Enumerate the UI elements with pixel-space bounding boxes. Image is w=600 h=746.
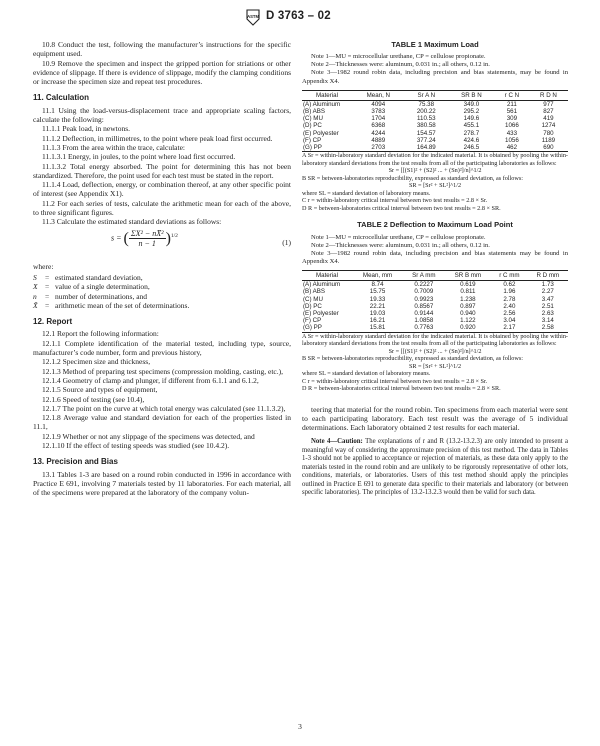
paragraph-13-1-continued: teering that material for the round robin. Ten specimens from each material were sent to each participating laboratory. Each test result was the average of 5 individual determinations. Each laboratory obtained 2 test results for each material.	[302, 404, 568, 433]
value-cell: 977	[543, 100, 554, 108]
value-cell: 2.17	[503, 324, 516, 332]
material-cell: (G) PP	[303, 144, 322, 152]
formula-lhs: s =	[111, 233, 122, 243]
material-cell: (B) ABS	[303, 288, 326, 296]
value-cell: 278.7	[463, 129, 480, 137]
material-cell: (F) CP	[303, 136, 322, 144]
paragraph-11-1-1: 11.1.1 Peak load, in newtons.	[42, 124, 131, 134]
value-cell: 1066	[505, 122, 519, 130]
footnote: D R = between-laboratories critical interval between two test results = 2.8 × SR.	[302, 204, 501, 212]
paragraph-11-1-4: 11.1.4 Load, deflection, energy, or combination thereof, at any other specific point of interest (see Appendix X1).	[33, 180, 291, 199]
column-header: Mean, mm	[362, 271, 393, 279]
table-1-note: Note 3—1982 round robin data, including precision and bias statements, may be found in Appendix X4.	[302, 69, 568, 85]
value-cell: 309	[506, 115, 518, 123]
column-header: SR B mm	[454, 271, 482, 279]
right-column	[302, 40, 568, 497]
where-definitions	[33, 273, 291, 310]
value-cell: 200.22	[416, 108, 436, 116]
svg-text:ASTM: ASTM	[247, 14, 259, 19]
table-row	[302, 108, 568, 115]
paragraph-12-1-4: 12.1.4 Geometry of clamp and plunger, if different from 6.1.1 and 6.1.2,	[42, 375, 259, 385]
paragraph-11-1-3: 11.1.3 From the area within the trace, calculate:	[42, 142, 185, 152]
table-2-note: Note 3—1982 round robin data, including precision and bias statements may be found in Appendix X4.	[302, 249, 568, 265]
value-cell: 149.6	[463, 115, 480, 123]
table-2-note: Note 2—Thicknesses were: aluminum, 0.031 in.; all others, 0.12 in.	[311, 241, 490, 249]
footnote: C r = within-laboratory critical interval between two test results = 2.8 × Sr.	[302, 377, 488, 385]
value-cell: 4889	[371, 136, 386, 144]
table-2-footnotes	[302, 333, 568, 393]
table-row	[302, 288, 568, 295]
value-cell: 4094	[371, 100, 386, 108]
footnote: A Sr = within-laboratory standard deviation for the indicated material. It is obtained by pooling the within-laboratory standard deviations from the test results from all of the participating laboratories as follows:	[302, 152, 568, 167]
table-row	[302, 324, 568, 332]
footnote: B SR = between-laboratories reproducibility, expressed as standard deviation, as follows:	[302, 355, 523, 363]
value-cell: 19.33	[369, 295, 386, 303]
material-cell: (E) Polyester	[303, 129, 339, 137]
value-cell: 1056	[505, 136, 519, 144]
material-cell: (B) ABS	[303, 108, 326, 116]
table-1-maximum-load	[302, 90, 568, 153]
value-cell: 15.81	[369, 324, 386, 332]
equation-number: (1)	[282, 237, 291, 247]
paragraph-12-1-3: 12.1.3 Method of preparing test specimens (compression molding, casting, etc.),	[42, 366, 283, 376]
value-cell: 2.63	[541, 309, 554, 317]
value-cell: 0.62	[503, 281, 516, 289]
table-row	[302, 296, 568, 303]
value-cell: 0.2227	[414, 281, 434, 289]
value-cell: 15.75	[369, 288, 386, 296]
section-heading-calculation: 11. Calculation	[33, 93, 90, 103]
where-label: where:	[33, 261, 54, 271]
value-cell: 19.03	[369, 309, 386, 317]
formula-exponent: 1/2	[170, 232, 178, 239]
value-cell: 211	[506, 100, 517, 108]
left-column	[33, 40, 291, 497]
section-heading-precision-bias: 13. Precision and Bias	[33, 457, 118, 467]
value-cell: 2.56	[503, 309, 516, 317]
material-cell: (G) PP	[303, 324, 322, 332]
table-1-footnotes	[302, 152, 568, 212]
column-header: R D N	[540, 91, 557, 99]
table-row	[302, 115, 568, 122]
table-1-note: Note 1—MU = microcellular urethane, CP = cellulose propionate.	[311, 53, 486, 61]
table-1-note: Note 2—Thicknesses were: aluminum, 0.031 in.; all others, 0.12 in.	[311, 61, 490, 69]
value-cell: 154.57	[416, 129, 436, 137]
value-cell: 0.9144	[414, 309, 434, 317]
paragraph-11-1-3-1: 11.1.3.1 Energy, in joules, to the point where load first occurred.	[42, 152, 236, 162]
value-cell: 377.24	[416, 136, 436, 144]
value-cell: 1.122	[460, 317, 476, 325]
table-row	[302, 281, 568, 289]
page-number: 3	[298, 722, 302, 731]
paragraph-10-8: 10.8 Conduct the test, following the manufacturer’s instructions for the specific equipment used.	[33, 40, 291, 59]
value-cell: 2.27	[541, 288, 554, 296]
value-cell: 780	[543, 129, 554, 137]
astm-logo-icon	[246, 9, 260, 26]
value-cell: 110.53	[417, 115, 436, 123]
paragraph-12-1-5: 12.1.5 Source and types of equipment,	[42, 385, 158, 395]
material-cell: (D) PC	[303, 122, 322, 130]
column-header: Material	[315, 91, 338, 99]
paragraph-10-9: 10.9 Remove the specimen and inspect the gripped portion for striations or other evidence of slippage. If there is evidence of slippage, modify the clamping conditions or increase the specimen size and repeat test procedures.	[33, 58, 291, 87]
material-cell: (A) Aluminum	[303, 281, 341, 289]
formula-denominator: n − 1	[138, 238, 156, 248]
value-cell: 75.38	[418, 100, 435, 108]
material-cell: (C) MU	[303, 295, 323, 303]
footnote: B SR = between-laboratories reproducibility, expressed as standard deviation, as follows:	[302, 174, 523, 182]
value-cell: 4244	[371, 129, 386, 137]
value-cell: 164.89	[416, 144, 436, 152]
table-row	[302, 317, 568, 324]
value-cell: 3783	[371, 108, 386, 116]
value-cell: 1189	[541, 136, 556, 144]
material-cell: (E) Polyester	[303, 309, 339, 317]
value-cell: 6368	[371, 122, 386, 130]
where-row: X = value of a single determination,	[33, 282, 150, 292]
value-cell: 0.811	[460, 288, 476, 296]
paragraph-12-1-7: 12.1.7 The point on the curve at which total energy was calculated (see 11.1.3.2),	[42, 403, 286, 413]
value-cell: 2.40	[503, 302, 516, 310]
value-cell: 462	[506, 144, 518, 152]
value-cell: 349.0	[463, 100, 480, 108]
value-cell: 0.8567	[414, 302, 434, 310]
table-header-row	[302, 270, 568, 280]
where-row: n = number of determinations, and	[33, 291, 148, 301]
section-heading-report: 12. Report	[33, 317, 73, 327]
value-cell: 455.1	[463, 122, 480, 130]
material-cell: (D) PC	[303, 302, 322, 310]
column-header: r C N	[504, 91, 520, 99]
value-cell: 0.920	[460, 324, 476, 332]
value-cell: 16.21	[369, 317, 386, 325]
page-header	[0, 9, 600, 29]
footnote: D R = between-laboratories critical interval between two test results = 2.8 × SR.	[302, 385, 501, 393]
column-header: Sr A mm	[412, 271, 436, 279]
paragraph-12-1-9: 12.1.9 Whether or not any slippage of the specimens was detected, and	[42, 431, 255, 441]
column-header: SR B N	[461, 91, 482, 99]
footnote: C r = within-laboratory critical interval between two test results = 2.8 × Sr.	[302, 197, 488, 205]
paragraph-12-1: 12.1 Report the following information:	[42, 329, 159, 339]
column-header: r C mm	[499, 271, 520, 279]
formula-numerator: ΣX² − nX̄²	[130, 228, 164, 238]
paragraph-11-3: 11.3 Calculate the estimated standard deviations as follows:	[42, 217, 222, 227]
value-cell: 0.9923	[414, 295, 434, 303]
footnote-formula: Sr = [[(S1)² + (S2)² ... + (Sn)²]/n]^1/2	[388, 347, 482, 355]
value-cell: 3.47	[541, 295, 554, 303]
value-cell: 1.96	[503, 288, 516, 296]
value-cell: 2.58	[541, 324, 554, 332]
value-cell: 419	[543, 115, 554, 123]
value-cell: 3.14	[541, 317, 554, 325]
value-cell: 1274	[541, 122, 556, 130]
paragraph-12-1-2: 12.1.2 Specimen size and thickness,	[42, 357, 151, 367]
table-row	[302, 310, 568, 317]
column-header: R D mm	[536, 271, 560, 279]
paragraph-11-1: 11.1 Using the load-versus-displacement trace and appropriate scaling factors, calculate the following:	[33, 105, 291, 125]
value-cell: 380.58	[416, 122, 436, 130]
paragraph-13-1: 13.1 Tables 1-3 are based on a round robin conducted in 1996 in accordance with Practice E 691, involving 7 materials tested by 11 laboratories. For each material, all of the specimens were prepared at the laboratory of the company volun-	[33, 469, 291, 498]
value-cell: 690	[543, 144, 554, 152]
paragraph-12-1-8: 12.1.8 Average value and standard deviation for each of the properties listed in 11.1,	[33, 413, 291, 432]
value-cell: 0.619	[460, 281, 476, 289]
value-cell: 0.940	[460, 309, 476, 317]
paragraph-11-2: 11.2 For each series of tests, calculate the arithmetic mean for each of the above, to three significant figures.	[33, 198, 291, 218]
footnote-formula: Sr = [[(S1)² + (S2)² ... + (Sn)²]/n]^1/2	[388, 167, 482, 175]
paragraph-11-1-2: 11.1.2 Deflection, in millimetres, to the point where peak load first occurred.	[42, 133, 273, 143]
value-cell: 2.78	[503, 295, 516, 303]
standard-designation: D 3763 – 02	[266, 10, 331, 22]
paragraph-11-1-3-2: 11.1.3.2 Total energy absorbed. The point for determining this has not been standardized. Therefore, the point used for each test must be stated in the report.	[33, 161, 291, 180]
paragraph-12-1-10: 12.1.10 If the effect of testing speeds was studied (see 10.4.2).	[42, 440, 230, 450]
value-cell: 1704	[371, 115, 386, 123]
material-cell: (C) MU	[303, 115, 323, 123]
footnote-formula: SR = [Sr² + SL²]^1/2	[408, 362, 462, 370]
table-2-deflection	[302, 270, 568, 333]
value-cell: 0.7009	[414, 288, 434, 296]
value-cell: 424.6	[463, 136, 480, 144]
material-cell: (F) CP	[303, 317, 322, 325]
value-cell: 8.74	[371, 281, 384, 289]
table-row	[302, 100, 568, 108]
value-cell: 827	[543, 108, 554, 116]
table-header-row	[302, 90, 568, 100]
note-4-text: The explanations of r and R (13.2-13.2.3) are only intended to present a meaningful way of considering the approximate precision of this test method. The data in Tables 1-3 should not be applied to acceptance or rejection of materials, as these data only apply to the materials tested in the round robin and are unlikely to be rigorously representative of other lots, conditions, materials, or laboratories. Users of this test method should apply the principles outlined in Practice E 691 to generate data specific to their materials and laboratory (or between specific laboratories). The principles of 13.2-13.2.3 would then be valid for such data.	[302, 438, 568, 496]
value-cell: 246.5	[463, 144, 480, 152]
std-dev-formula: s = ( $\frac{\text{ΣX² − nX̄²}}{n - 1}$ )$^{1/2}$ (1)	[111, 228, 291, 248]
value-cell: 295.2	[463, 108, 480, 116]
table-1-caption: TABLE 1 Maximum Load	[391, 40, 479, 49]
footnote-formula: SR = [Sr² + SL²]^1/2	[408, 182, 462, 190]
value-cell: 561	[506, 108, 518, 116]
paragraph-12-1-6: 12.1.6 Speed of testing (see 10.4),	[42, 394, 145, 404]
footnote: where SL = standard deviation of laboratory means.	[302, 189, 431, 197]
value-cell: 2703	[371, 144, 386, 152]
value-cell: 1.238	[460, 295, 476, 303]
table-row	[302, 130, 568, 137]
table-row	[302, 122, 568, 129]
value-cell: 1.73	[541, 281, 554, 289]
column-header: Material	[315, 271, 338, 279]
value-cell: 0.897	[460, 302, 476, 310]
material-cell: (A) Aluminum	[303, 100, 341, 108]
value-cell: 433	[506, 129, 518, 137]
value-cell: 3.04	[503, 317, 516, 325]
value-cell: 2.51	[541, 302, 554, 310]
footnote: A Sr = within-laboratory standard deviation for the indicated material. It is obtained by pooling the within-laboratory standard deviations from the test results from all of the participating laboratories as follows:	[302, 332, 568, 348]
column-header: Sr A N	[417, 91, 436, 99]
note-4-label: Note 4—Caution:	[311, 438, 363, 446]
footnote: where SL = standard deviation of laboratory means.	[302, 370, 431, 378]
table-row	[302, 137, 568, 144]
value-cell: 1.0858	[414, 317, 434, 325]
table-row	[302, 144, 568, 152]
paragraph-12-1-1: 12.1.1 Complete identification of the material tested, including type, source, manufacturer’s code number, form and previous history,	[33, 338, 291, 358]
note-4-caution	[302, 438, 568, 497]
table-2-note: Note 1—MU = microcellular urethane, CP = cellulose propionate.	[311, 233, 486, 241]
value-cell: 0.7763	[414, 324, 434, 332]
table-2-caption: TABLE 2 Deflection to Maximum Load Point	[357, 220, 513, 230]
where-row: X̄ = arithmetic mean of the set of determinations.	[33, 300, 190, 310]
column-header: Mean, N	[366, 91, 390, 99]
table-row	[302, 303, 568, 310]
value-cell: 22.21	[369, 302, 386, 310]
where-row: S = estimated standard deviation,	[33, 272, 143, 282]
